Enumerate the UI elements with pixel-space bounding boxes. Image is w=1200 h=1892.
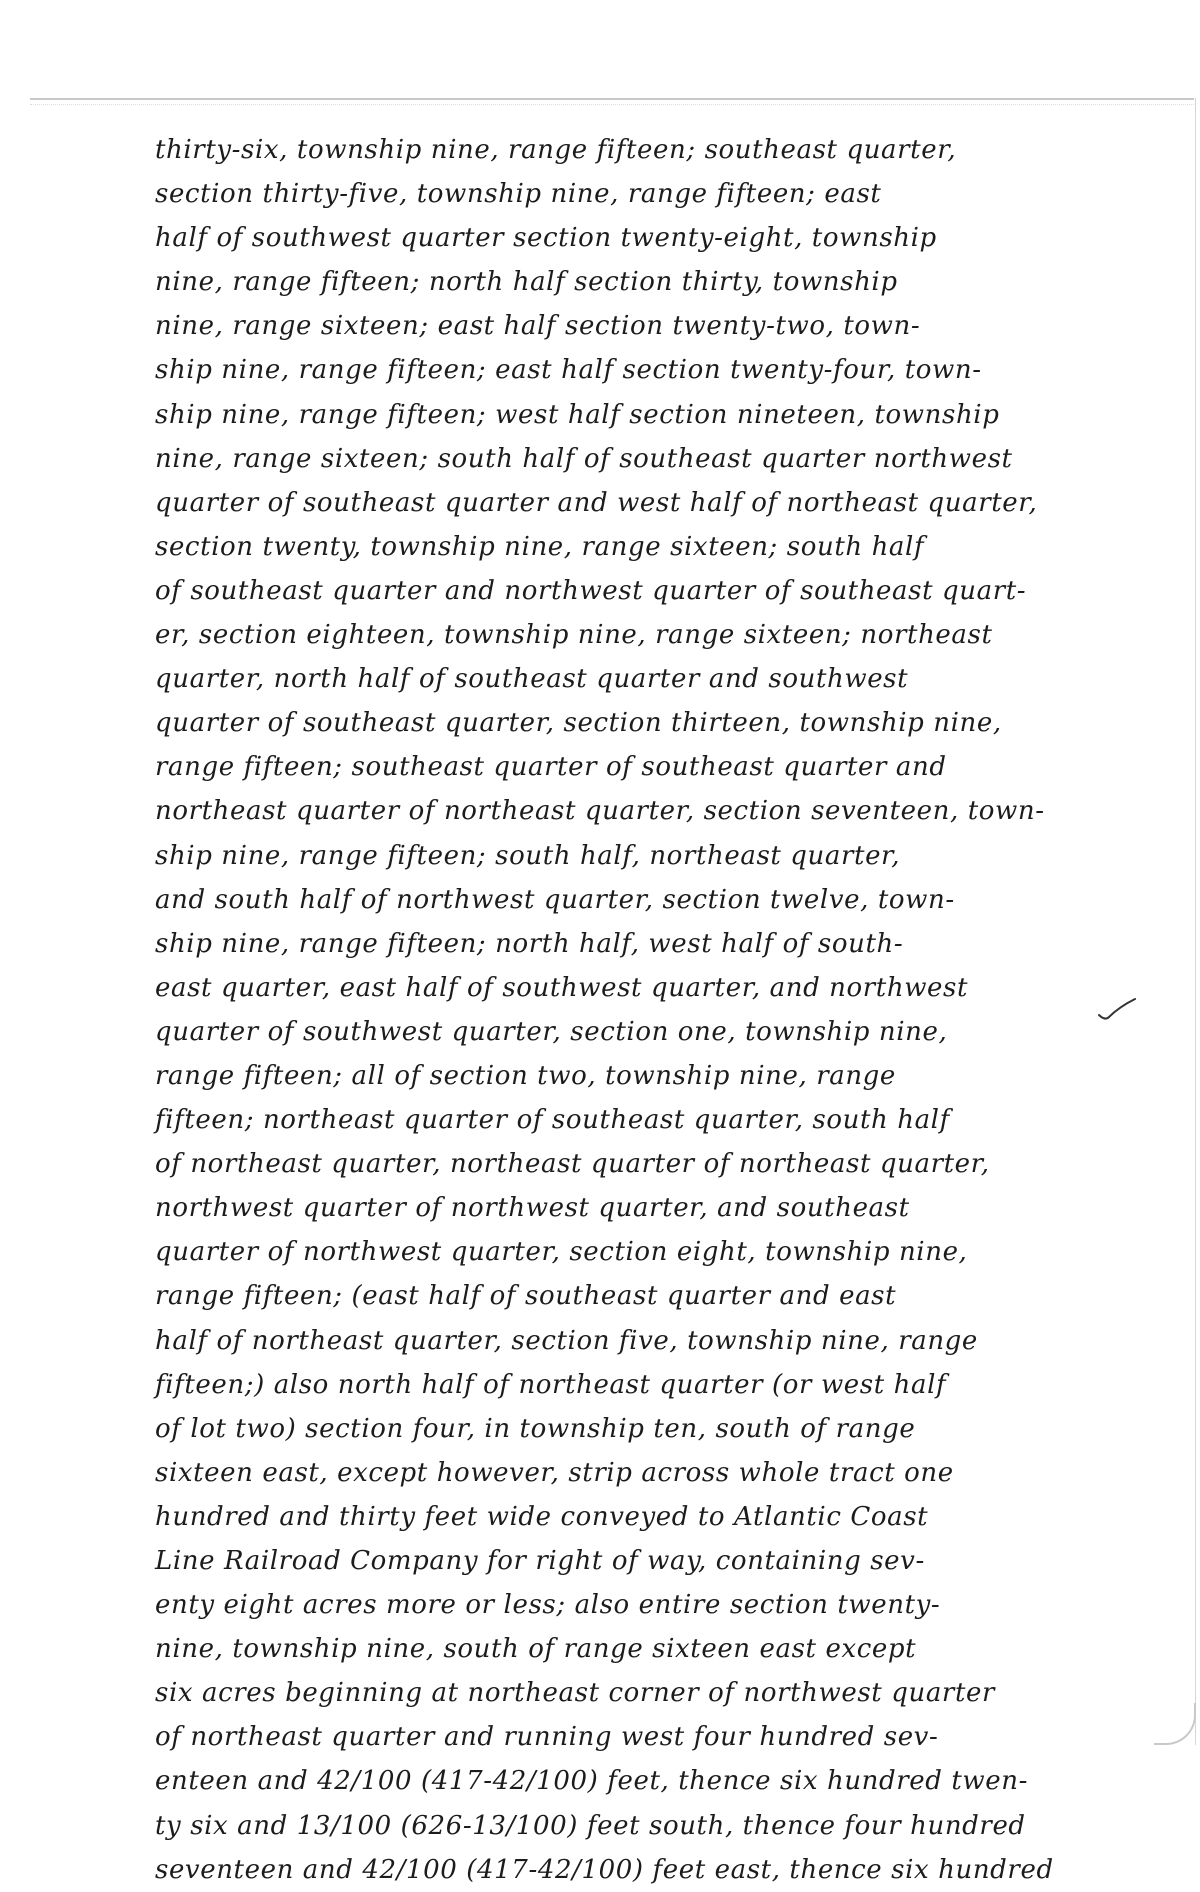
text-line: fifteen; northeast quarter of southeast quarter, south half [155, 1105, 950, 1136]
text-line: ship nine, range fifteen; west half section nineteen, township [155, 399, 1000, 430]
text-line: quarter of southeast quarter and west half of northeast quarter, [155, 487, 1038, 518]
text-line: of lot two) section four, in township ten, south of range [155, 1413, 916, 1444]
text-line: enty eight acres more or less; also entire section twenty- [155, 1590, 941, 1621]
text-line: range fifteen; southeast quarter of southeast quarter and [155, 752, 947, 783]
text-line: nine, range sixteen; south half of southeast quarter northwest [155, 443, 1013, 474]
page-corner-curl [1154, 1703, 1196, 1745]
text-line: nine, range sixteen; east half section twenty-two, town- [155, 311, 921, 342]
text-line: nine, range fifteen; north half section thirty, township [155, 267, 898, 298]
text-line: quarter, north half of southeast quarter and southwest [155, 664, 909, 695]
text-line: six acres beginning at northeast corner of northwest quarter [155, 1678, 996, 1709]
text-line: half of southwest quarter section twenty-eight, township [155, 223, 937, 254]
text-line: and south half of northwest quarter, section twelve, town- [155, 884, 955, 915]
text-line: quarter of northwest quarter, section eight, township nine, [155, 1237, 968, 1268]
text-line: enteen and 42/100 (417-42/100) feet, thence six hundred twen- [155, 1766, 1029, 1797]
text-line: section twenty, township nine, range sixteen; south half [155, 531, 925, 562]
text-line: section thirty-five, township nine, range fifteen; east [155, 179, 882, 210]
page-top-edge-shadow [30, 104, 1194, 105]
text-line: er, section eighteen, township nine, range sixteen; northeast [155, 620, 993, 651]
handwritten-text-block [155, 128, 1115, 1892]
text-line: seventeen and 42/100 (417-42/100) feet east, thence six hundred [155, 1854, 1054, 1885]
text-line: ty six and 13/100 (626-13/100) feet south, thence four hundred [155, 1810, 1026, 1841]
text-line: of northeast quarter and running west four hundred sev- [155, 1722, 939, 1753]
text-line: quarter of southeast quarter, section thirteen, township nine, [155, 708, 1002, 739]
text-line: east quarter, east half of southwest quarter, and northwest [155, 972, 969, 1003]
text-line: hundred and thirty feet wide conveyed to Atlantic Coast [155, 1501, 929, 1532]
text-line: range fifteen; (east half of southeast quarter and east [155, 1281, 897, 1312]
text-line: ship nine, range fifteen; south half, northeast quarter, [155, 840, 901, 871]
text-line: ship nine, range fifteen; east half section twenty-four, town- [155, 355, 982, 386]
text-line: Line Railroad Company for right of way, containing sev- [155, 1546, 925, 1576]
text-line: quarter of southwest quarter, section one, township nine, [155, 1016, 948, 1047]
text-line: of southeast quarter and northwest quarter of southeast quart- [155, 575, 1027, 606]
text-line: range fifteen; all of section two, township nine, range [155, 1060, 896, 1091]
text-line: fifteen;) also north half of northeast quarter (or west half [155, 1369, 947, 1400]
text-line: sixteen east, except however, strip across whole tract one [155, 1457, 954, 1488]
text-line: ship nine, range fifteen; north half, west half of south- [155, 928, 904, 959]
page-right-edge [1195, 98, 1196, 1745]
text-line: thirty-six, township nine, range fifteen; southeast quarter, [155, 135, 957, 165]
check-mark-icon [1097, 995, 1137, 1025]
text-line: northwest quarter of northwest quarter, and southeast [155, 1193, 910, 1224]
text-line: nine, township nine, south of range sixteen east except [155, 1634, 917, 1665]
text-line: half of northeast quarter, section five, township nine, range [155, 1325, 978, 1356]
text-line: northeast quarter of northeast quarter, section seventeen, town- [155, 796, 1045, 827]
text-line: of northeast quarter, northeast quarter of northeast quarter, [155, 1149, 990, 1180]
page-top-edge [30, 98, 1194, 100]
